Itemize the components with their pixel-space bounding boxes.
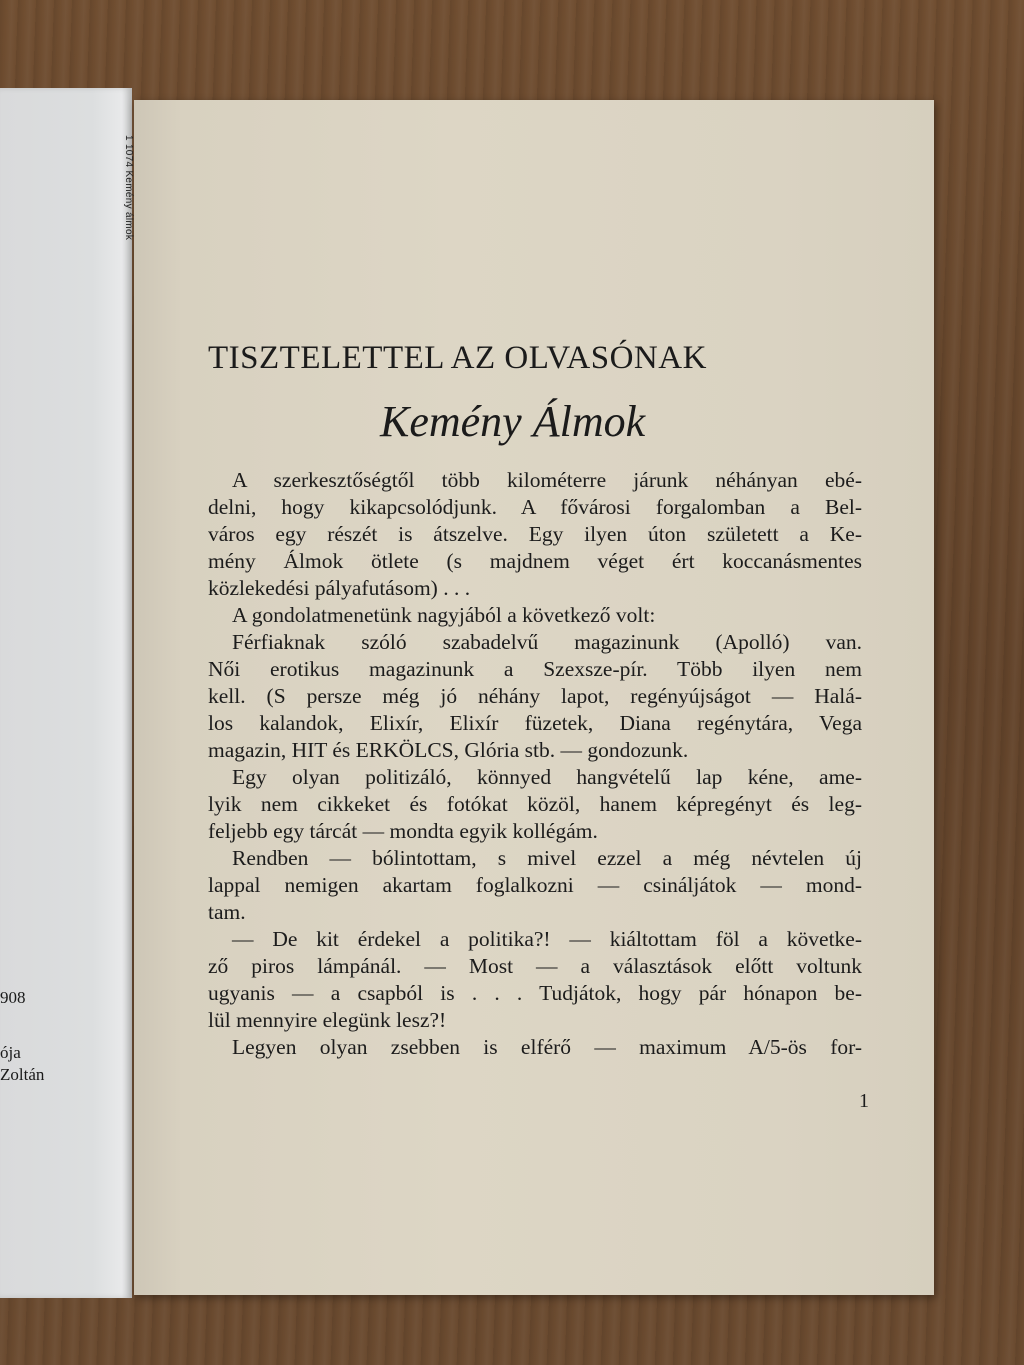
left-page bbox=[0, 88, 132, 1298]
body-line: Női erotikus magazinunk a Szexsze-pír. Több ilyen nem bbox=[208, 657, 862, 681]
body-line: ző piros lámpánál. — Most — a választások előtt voltunk bbox=[208, 954, 862, 978]
body-line: tam. bbox=[208, 900, 246, 924]
body-line: A szerkesztőségtől több kilométerre járunk néhányan ebé- bbox=[232, 468, 862, 492]
body-line: Rendben — bólintottam, s mivel ezzel a még névtelen új bbox=[232, 846, 862, 870]
left-page-fragment: ója bbox=[0, 1043, 21, 1062]
spine-text: 1 1074 Kemény álmok bbox=[123, 135, 134, 241]
body-line: A gondolatmenetünk nagyjából a következő volt: bbox=[232, 603, 656, 627]
body-line: közlekedési pályafutásom) . . . bbox=[208, 576, 471, 600]
body-line: lül mennyire elegünk lesz?! bbox=[208, 1008, 447, 1032]
body-line: feljebb egy tárcát — mondta egyik kollégám. bbox=[208, 819, 598, 843]
body-line: — De kit érdekel a politika?! — kiáltottam föl a követke- bbox=[232, 927, 862, 951]
body-line: mény Álmok ötlete (s majdnem véget ért koccanásmentes bbox=[208, 549, 862, 573]
page-heading: TISZTELETTEL AZ OLVASÓNAK bbox=[208, 340, 707, 376]
body-line: kell. (S persze még jó néhány lapot, regényújságot — Halá- bbox=[208, 684, 862, 708]
body-line: delni, hogy kikapcsolódjunk. A fővárosi forgalomban a Bel- bbox=[208, 495, 862, 519]
body-line: Férfiaknak szóló szabadelvű magazinunk (Apolló) van. bbox=[232, 630, 862, 654]
page-number: 1 bbox=[859, 1090, 869, 1112]
page-title: Kemény Álmok bbox=[380, 397, 646, 446]
right-page bbox=[134, 100, 934, 1295]
body-line: lappal nemigen akartam foglalkozni — csináljátok — mond- bbox=[208, 873, 862, 897]
body-line: lyik nem cikkeket és fotókat közöl, hanem képregényt és leg- bbox=[208, 792, 862, 816]
body-line: város egy részét is átszelve. Egy ilyen úton született a Ke- bbox=[208, 522, 862, 546]
body-line: magazin, HIT és ERKÖLCS, Glória stb. — gondozunk. bbox=[208, 738, 689, 762]
body-text bbox=[208, 467, 862, 1061]
left-page-fragment: 908 bbox=[0, 988, 26, 1007]
body-line: ugyanis — a csapból is . . . Tudjátok, hogy pár hónapon be- bbox=[208, 981, 862, 1005]
body-line: Legyen olyan zsebben is elférő — maximum A/5-ös for- bbox=[232, 1035, 862, 1059]
left-page-fragment: Zoltán bbox=[0, 1065, 45, 1084]
body-line: los kalandok, Elixír, Elixír füzetek, Diana regénytára, Vega bbox=[208, 711, 862, 735]
body-line: Egy olyan politizáló, könnyed hangvételű lap kéne, ame- bbox=[232, 765, 862, 789]
